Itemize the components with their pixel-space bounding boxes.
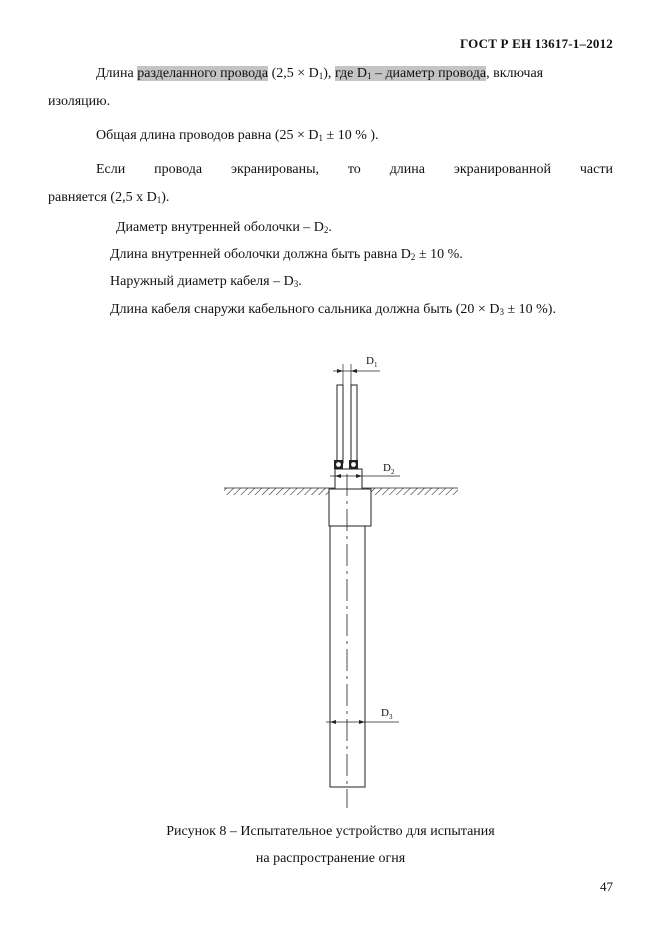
paragraph-cable-outer-diameter: Наружный диаметр кабеля – $D_3$. [110,274,302,289]
standard-header: ГОСТ Р ЕН 13617-1–2012 [460,36,613,51]
figure-caption-line2: на распространение огня [255,851,406,866]
paragraph-cable-length-outside-gland: Длина кабеля снаружи кабельного сальника должна быть ($20 \times D_3 \pm 10$ %). [110,302,556,317]
ground-hatch-left [224,488,335,495]
cable-gland [329,489,371,526]
paragraph-shielded-length: Если провода экранированы, то длина экранированной части [96,162,613,177]
cable-body [330,526,365,787]
d1-label: $D_1$ [366,355,378,369]
wire-left [337,385,343,463]
paragraph-shielded-length-line2: равняется (2,5 х $D_1$). [48,190,170,205]
inner-sheath [335,469,362,489]
paragraph-total-wire-length: Общая длина проводов равна ($25 \times D_1 \pm 10$ % ). [96,128,379,143]
ground-hatch-right [362,488,458,495]
paragraph-inner-sheath-length: Длина внутренней оболочки должна быть равна $D_2 \pm 10$ %. [110,247,463,262]
paragraph-inner-sheath-diameter: Диаметр внутренней оболочки – $D_2$. [116,220,332,235]
page-number: 47 [600,879,613,894]
paragraph-stripped-wire-length-line2: изоляцию. [48,94,111,109]
paragraph-stripped-wire-length: Длина разделанного провода $(2,5 \times D_1)$, где $D_1$ – диаметр провода, включая [96,66,544,81]
highlight-stripped-wire: разделанного провода [137,66,269,81]
highlight-wire-diameter: где $D_1$ – диаметр провода [334,66,487,81]
figure-caption-line1: Рисунок 8 – Испытательное устройство для испытания [166,824,495,839]
d2-label: $D_2$ [383,462,395,476]
wire-right [351,385,357,463]
d3-label: $D_3$ [381,707,393,721]
